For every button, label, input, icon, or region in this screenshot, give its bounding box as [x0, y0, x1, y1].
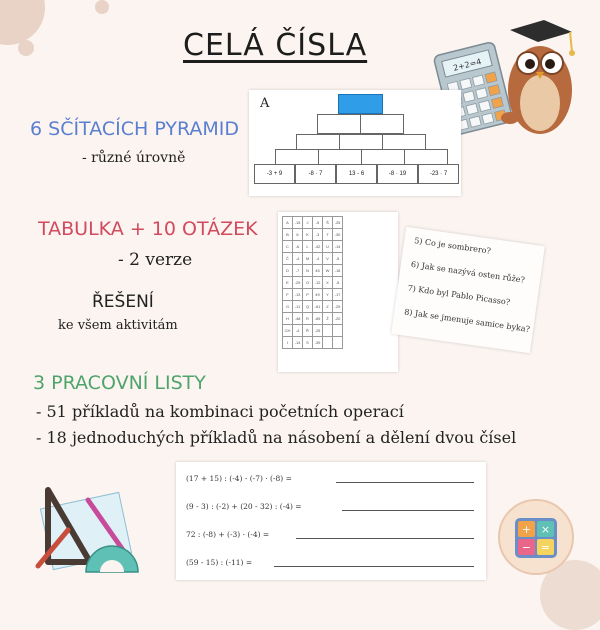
grid-cell: R: [303, 313, 313, 325]
grid-row: [283, 325, 343, 337]
grid-cell: -14: [333, 241, 343, 253]
pyramids-subheading: - různé úrovně: [82, 150, 186, 166]
grid-cell: N: [303, 265, 313, 277]
example-row: 72 : (-8) + (-3) · (-4) =: [186, 530, 270, 539]
table-subheading: - 2 verze: [118, 250, 193, 270]
pyramid-top-cell: [338, 94, 383, 114]
pyramids-heading: 6 SČÍTACÍCH PYRAMID: [30, 118, 240, 140]
grid-row: [283, 277, 343, 289]
grid-cell: O: [303, 277, 313, 289]
worksheets-line: - 51 příkladů na kombinaci početních operací: [36, 402, 404, 421]
grid-cell: [323, 337, 333, 349]
grid-cell: Z: [323, 301, 333, 313]
grid-cell: 6: [293, 229, 303, 241]
grid-cell: -20: [333, 313, 343, 325]
grid-cell: -13: [293, 289, 303, 301]
grid-cell: -61: [313, 301, 323, 313]
grid-cell: -25: [313, 325, 323, 337]
grid-row: [283, 253, 343, 265]
answer-line: [296, 538, 474, 539]
grid-cell: Ř: [303, 325, 313, 337]
grid-cell: Ž: [323, 313, 333, 325]
grid-cell: A: [283, 217, 293, 229]
geometry-tools-illustration: [28, 480, 148, 580]
grid-cell: Y: [323, 289, 333, 301]
grid-cell: -42: [313, 241, 323, 253]
grid-cell: 45: [313, 265, 323, 277]
grid-cell: L: [303, 241, 313, 253]
question-item: 5) Co je sombrero?: [413, 236, 492, 256]
answer-line: [274, 566, 474, 567]
page-title: CELÁ ČÍSLA: [183, 28, 368, 63]
pyramid-base-cell: -23 · 7: [418, 164, 459, 184]
grid-cell: -14: [293, 337, 303, 349]
worksheets-line: - 18 jednoduchých příkladů na násobení a dělení dvou čísel: [36, 428, 517, 447]
grid-cell: Q: [303, 301, 313, 313]
example-row: (59 - 15) : (-11) =: [186, 558, 253, 567]
grid-row: [283, 289, 343, 301]
grid-cell: B: [283, 229, 293, 241]
grid-cell: S: [303, 337, 313, 349]
grid-cell: -4: [313, 253, 323, 265]
grid-row: [283, 241, 343, 253]
grid-cell: -18: [333, 265, 343, 277]
grid-cell: -5: [333, 253, 343, 265]
grid-cell: M: [303, 253, 313, 265]
grid-cell: T: [323, 229, 333, 241]
question-item: 8) Jak se jmenuje samice byka?: [403, 307, 531, 334]
pyramid-preview-card: [249, 90, 461, 196]
grid-cell: W: [323, 265, 333, 277]
grid-cell: F: [283, 289, 293, 301]
svg-text:=: =: [540, 541, 551, 554]
table-heading: TABULKA + 10 OTÁZEK: [38, 218, 258, 240]
decor-blob: [95, 0, 109, 14]
calculator-display: 2+2=4: [452, 57, 483, 73]
question-item: 7) Kdo byl Pablo Picasso?: [407, 283, 511, 307]
grid-cell: G: [283, 301, 293, 313]
grid-cell: H: [283, 313, 293, 325]
pyramid-cell: [317, 114, 361, 134]
questions-preview-card: [391, 227, 545, 353]
grid-cell: -7: [293, 265, 303, 277]
grid-row: [283, 265, 343, 277]
grid-cell: U: [323, 241, 333, 253]
grid-cell: CH: [283, 325, 293, 337]
grid-cell: -29: [293, 277, 303, 289]
grid-cell: -29: [333, 301, 343, 313]
answer-line: [342, 510, 474, 511]
worksheets-heading: 3 PRACOVNÍ LISTY: [33, 372, 206, 394]
pyramid-letter: A: [260, 96, 270, 111]
grid-cell: [323, 325, 333, 337]
grid-cell: -30: [333, 229, 343, 241]
grid-cell: P: [303, 289, 313, 301]
grid-cell: -25: [333, 217, 343, 229]
grid-cell: [333, 325, 343, 337]
grid-cell: -3: [313, 229, 323, 241]
examples-preview-card: [176, 462, 486, 580]
grid-cell: -5: [333, 277, 343, 289]
grid-cell: Č: [283, 253, 293, 265]
pyramid-base-cell: -8 · 7: [295, 164, 336, 184]
grid-cell: -11: [293, 301, 303, 313]
pyramid-base-cell: 13 - 6: [336, 164, 377, 184]
answer-grid-preview: [278, 212, 398, 372]
question-item: 6) Jak se nazývá osten růže?: [410, 259, 526, 285]
brand-logo: [497, 498, 575, 576]
grid-cell: -4: [293, 253, 303, 265]
grid-cell: -48: [293, 313, 303, 325]
grid-cell: D: [283, 265, 293, 277]
grid-cell: -17: [333, 289, 343, 301]
grid-cell: -65: [313, 313, 323, 325]
decor-blob: [0, 0, 45, 45]
grid-row: [283, 217, 343, 229]
grid-cell: 49: [313, 289, 323, 301]
pyramid-base-cell: -3 + 9: [254, 164, 295, 184]
solutions-heading: ŘEŠENÍ: [92, 292, 154, 312]
svg-text:+: +: [521, 523, 532, 536]
answer-line: [336, 482, 474, 483]
grid-cell: C: [283, 241, 293, 253]
grid-row: [283, 313, 343, 325]
grid-cell: Š: [323, 217, 333, 229]
svg-text:−: −: [521, 541, 532, 554]
pyramid-base-cell: -8 · 19: [377, 164, 418, 184]
svg-text:×: ×: [540, 523, 551, 536]
pyramid-cell: [360, 114, 404, 134]
grid-cell: -5: [313, 217, 323, 229]
grid-row: [283, 301, 343, 313]
grid-cell: -4: [293, 325, 303, 337]
decor-blob: [18, 40, 34, 56]
grid-cell: J: [303, 217, 313, 229]
example-row: (9 - 3) : (-2) + (20 - 32) : (-4) =: [186, 502, 302, 511]
grid-cell: -6: [293, 241, 303, 253]
solutions-subheading: ke všem aktivitám: [58, 318, 178, 333]
grid-cell: -12: [313, 277, 323, 289]
grid-cell: E: [283, 277, 293, 289]
grid-cell: I: [283, 337, 293, 349]
grid-cell: K: [303, 229, 313, 241]
grid-cell: -39: [313, 337, 323, 349]
grid-row: [283, 337, 343, 349]
grid-cell: -15: [293, 217, 303, 229]
grid-cell: [333, 337, 343, 349]
answer-grid-table: [282, 216, 343, 349]
grid-cell: V: [323, 253, 333, 265]
example-row: (17 + 15) : (-4) - (-7) · (-8) =: [186, 474, 292, 483]
grid-cell: X: [323, 277, 333, 289]
grid-row: [283, 229, 343, 241]
